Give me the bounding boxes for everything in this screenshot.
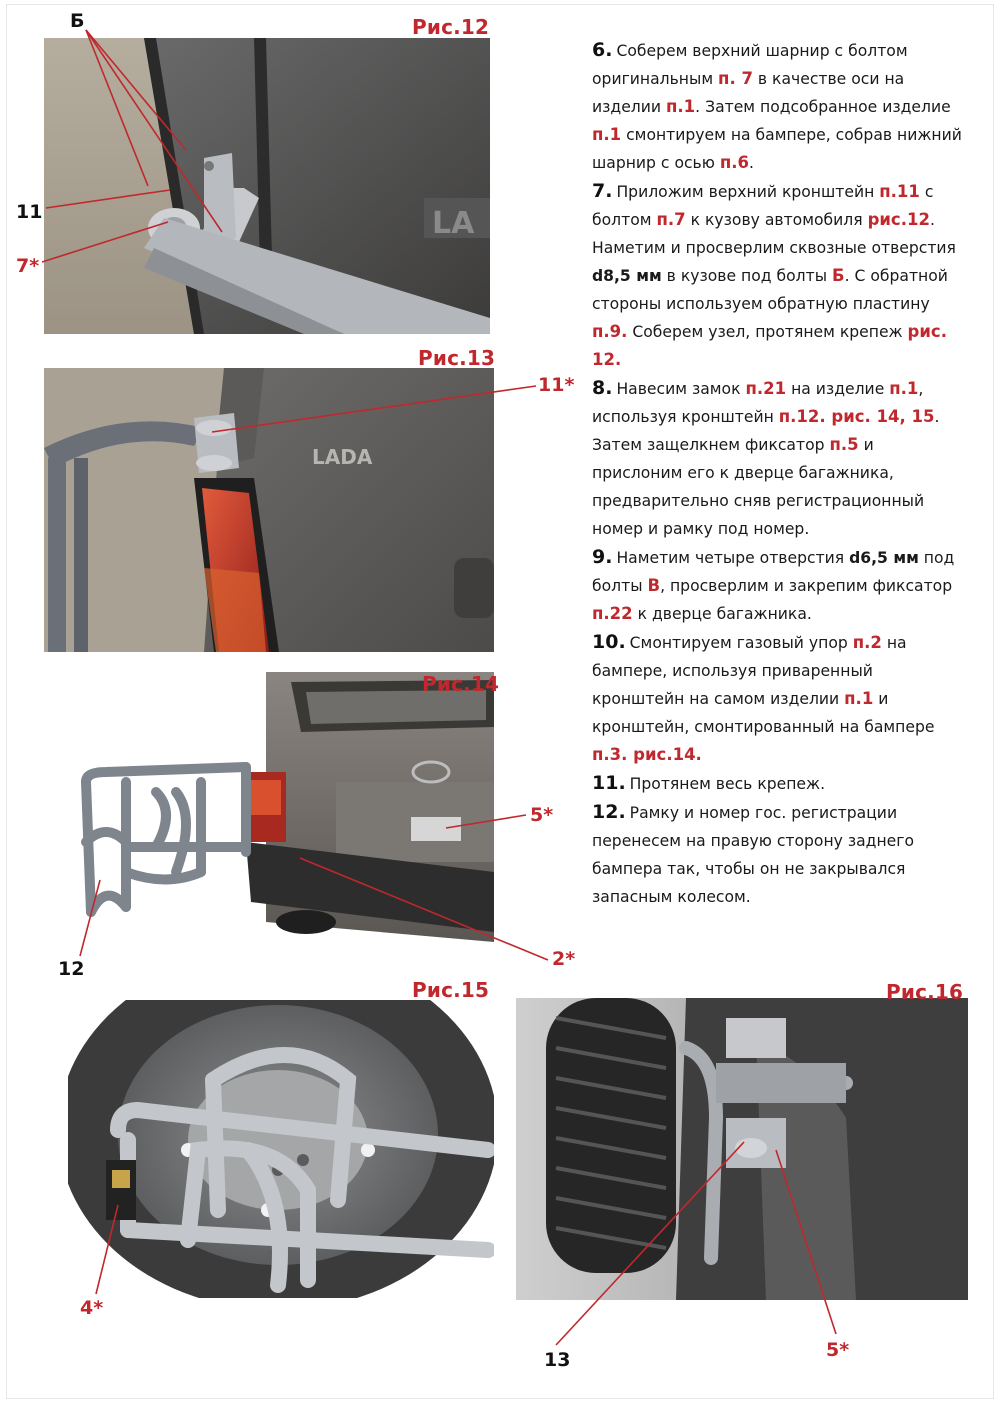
step-12: [592, 798, 964, 911]
figure-14-callout-12: 12: [58, 958, 85, 980]
step-text: на изделие: [786, 380, 890, 398]
part-reference: п.1: [844, 689, 874, 708]
lada-badge-text: LADA: [312, 445, 373, 469]
figure-15-callout-4: 4*: [80, 1297, 104, 1319]
figure-15-caption: Рис.15: [412, 978, 490, 1002]
figure-16-photo: [516, 998, 968, 1300]
step-text: .: [748, 154, 754, 172]
step-number: 11.: [592, 772, 626, 794]
step-text: под болты: [592, 549, 955, 595]
dimension-text: d6,5 мм: [849, 549, 919, 567]
step-11: [592, 769, 964, 798]
step-text: . Наметим и просверлим сквозные отверстия: [592, 211, 956, 257]
step-text: . Затем подсобранное изделие: [695, 98, 951, 116]
part-reference: п.1: [666, 97, 696, 116]
figure-14-caption: Рис.14: [422, 672, 500, 696]
part-reference: п.2: [852, 633, 882, 652]
part-reference: п.1: [889, 379, 919, 398]
part-reference: п.11: [879, 182, 920, 201]
step-text: в качестве оси на изделии: [592, 70, 905, 116]
part-reference: Б: [832, 266, 845, 285]
figure-16-caption: Рис.16: [886, 980, 964, 1004]
figure-12-callout-11: 11: [16, 201, 43, 223]
part-reference: п.3. рис.14.: [592, 745, 702, 764]
step-number: 9.: [592, 546, 613, 568]
part-reference: п.5: [829, 435, 859, 454]
part-reference: рис. 12.: [592, 322, 947, 369]
step-text: . С обратной стороны используем обратную пластину: [592, 267, 948, 313]
part-reference: п.12. рис. 14, 15: [778, 407, 935, 426]
figure-14-callout-5: 5*: [530, 804, 554, 826]
svg-text:LA: LA: [432, 206, 475, 241]
step-text: и кронштейн, смонтированный на бампере: [592, 690, 935, 736]
part-reference: п.9.: [592, 322, 628, 341]
step-text: Приложим верхний кронштейн: [616, 183, 880, 201]
part-reference: п.6: [719, 153, 749, 172]
dimension-text: d8,5 мм: [592, 267, 662, 285]
part-reference: п.21: [745, 379, 787, 398]
step-text: Соберем верхний шарнир с болтом оригинальным: [592, 42, 908, 88]
step-text: Навесим замок: [616, 380, 746, 398]
step-text: Соберем узел, протянем крепеж: [627, 323, 908, 341]
step-10: [592, 628, 964, 769]
step-text: в кузове под болты: [661, 267, 832, 285]
step-8: [592, 374, 964, 543]
step-number: 7.: [592, 180, 613, 202]
figure-15-photo: [68, 1000, 494, 1298]
figure-14-photo: [66, 672, 494, 964]
part-reference: п.7: [656, 210, 686, 229]
step-text: Протянем весь крепеж.: [629, 775, 826, 793]
step-text: Рамку и номер гос. регистрации перенесем на правую сторону заднего бампера так, чтобы он не закрывался запасным колесом.: [592, 804, 914, 906]
step-number: 8.: [592, 377, 613, 399]
step-text: с болтом: [592, 183, 934, 229]
step-text: Смонтируем газовый упор: [629, 634, 853, 652]
step-number: 6.: [592, 39, 613, 61]
step-text: Наметим четыре отверстия: [616, 549, 850, 567]
figure-12-photo: [44, 38, 490, 334]
instruction-steps: [592, 36, 964, 911]
step-text: . Затем защелкнем фиксатор: [592, 408, 940, 454]
step-text: смонтируем на бампере, собрав нижний шарнир с осью: [592, 126, 962, 172]
figure-13-callout-11: 11*: [538, 374, 575, 396]
step-6: [592, 36, 964, 177]
step-text: и прислоним его к дверце багажника, предварительно сняв регистрационный номер и рамку под номер.: [592, 436, 925, 538]
step-text: к кузову автомобиля: [685, 211, 868, 229]
step-text: , используя кронштейн: [592, 380, 924, 426]
step-7: [592, 177, 964, 374]
step-9: [592, 543, 964, 628]
step-number: 10.: [592, 631, 626, 653]
part-reference: п.1: [592, 125, 622, 144]
step-text: на бампере, используя приваренный кронштейн на самом изделии: [592, 634, 907, 708]
figure-12-callout-b: Б: [70, 10, 85, 32]
figure-12-callout-7: 7*: [16, 255, 40, 277]
figure-12-caption: Рис.12: [412, 15, 490, 39]
figure-13-photo: [44, 368, 494, 652]
part-reference: В: [647, 576, 661, 595]
figure-16-callout-5: 5*: [826, 1339, 850, 1361]
figure-16-callout-13: 13: [544, 1349, 571, 1371]
figure-13-caption: Рис.13: [418, 346, 496, 370]
part-reference: п.22: [592, 604, 633, 623]
part-reference: рис.12: [867, 210, 930, 229]
figure-14-callout-2: 2*: [552, 948, 576, 970]
part-reference: п. 7: [718, 69, 753, 88]
step-number: 12.: [592, 801, 626, 823]
step-text: к дверце багажника.: [632, 605, 812, 623]
step-text: , просверлим и закрепим фиксатор: [660, 577, 953, 595]
